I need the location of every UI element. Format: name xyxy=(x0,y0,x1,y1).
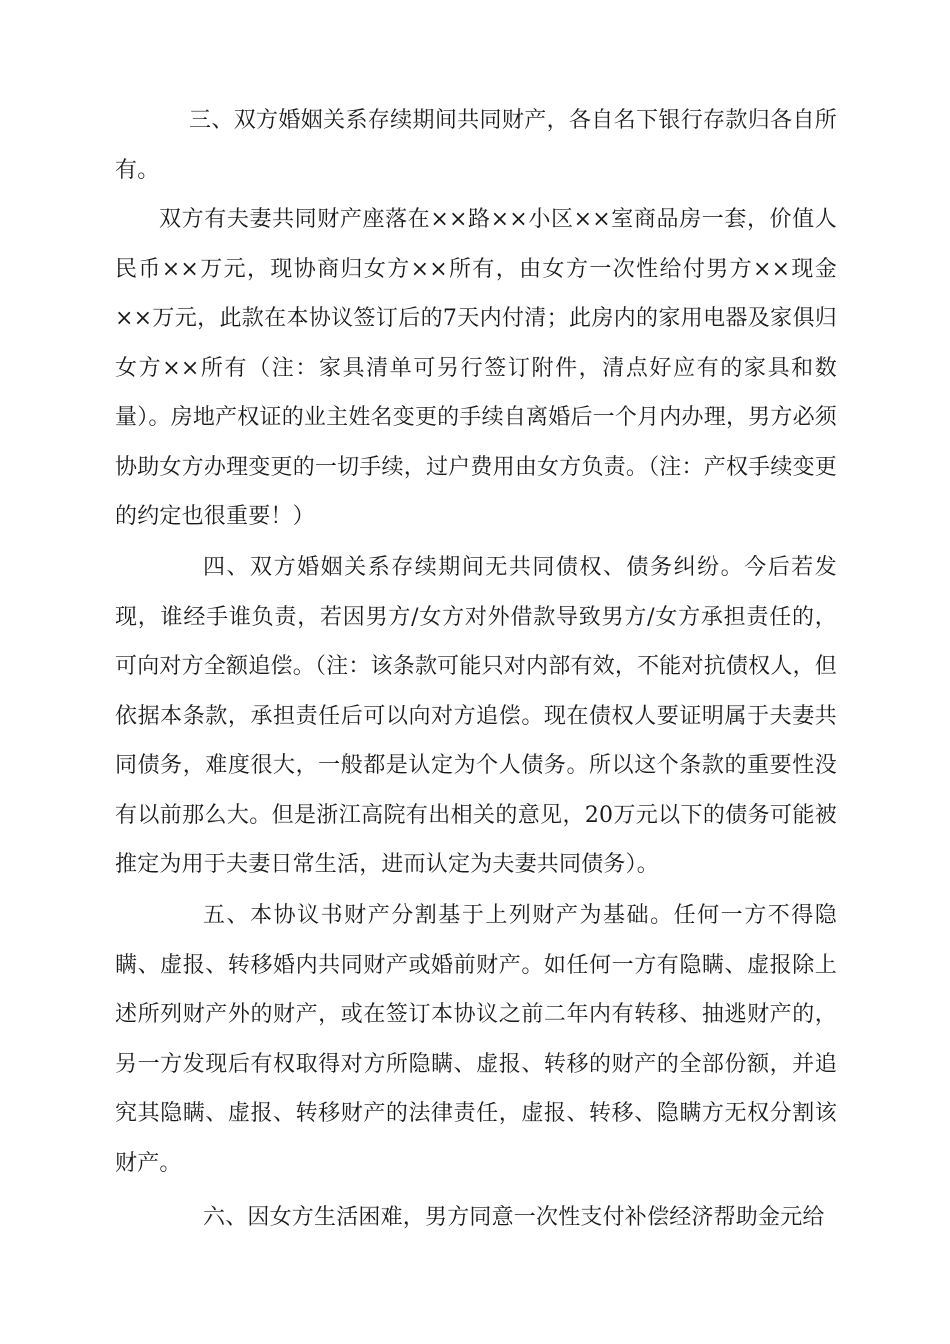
clause-four-paragraph: 四、双方婚姻关系存续期间无共同债权、债务纠纷。今后若发现，谁经手谁负责，若因男方/女方对外借款导致男方/女方承担责任的，可向对方全额追偿。（注：该条款可能只对内部有效，不能对抗债权人，但依据本条款，承担责任后可以向对方追偿。现在债权人要证明属于夫妻共同债务，难度很大，一般都是认定为个人债务。所以这个条款的重要性没有以前那么大。但是浙江高院有出相关的意见，20万元以下的债务可能被推定为用于夫妻日常生活，进而认定为夫妻共同债务）。 xyxy=(115,555,837,877)
clause-three-paragraph: 三、双方婚姻关系存续期间共同财产，各自名下银行存款归各自所有。 xyxy=(115,108,837,183)
shared-property-paragraph: 双方有夫妻共同财产座落在××路××小区××室商品房一套，价值人民币××万元，现协商归女方××所有，由女方一次性给付男方××现金××万元，此款在本协议签订后的7天内付清；此房内的家用电器及家俱归女方××所有（注：家具清单可另行签订附件，清点好应有的家具和数量）。房地产权证的业主姓名变更的手续自离婚后一个月内办理，男方必须协助女方办理变更的一切手续，过户费用由女方负责。（注：产权手续变更的约定也很重要！） xyxy=(115,207,837,529)
clause-five-paragraph: 五、本协议书财产分割基于上列财产为基础。任何一方不得隐瞒、虚报、转移婚内共同财产或婚前财产。如任何一方有隐瞒、虚报除上述所列财产外的财产，或在签订本协议之前二年内有转移、抽逃财产的，另一方发现后有权取得对方所隐瞒、虚报、转移的财产的全部份额，并追究其隐瞒、虚报、转移财产的法律责任，虚报、转移、隐瞒方无权分割该财产。 xyxy=(115,903,837,1176)
clause-six-paragraph: 六、因女方生活困难，男方同意一次性支付补偿经济帮助金元给 xyxy=(203,1205,825,1230)
